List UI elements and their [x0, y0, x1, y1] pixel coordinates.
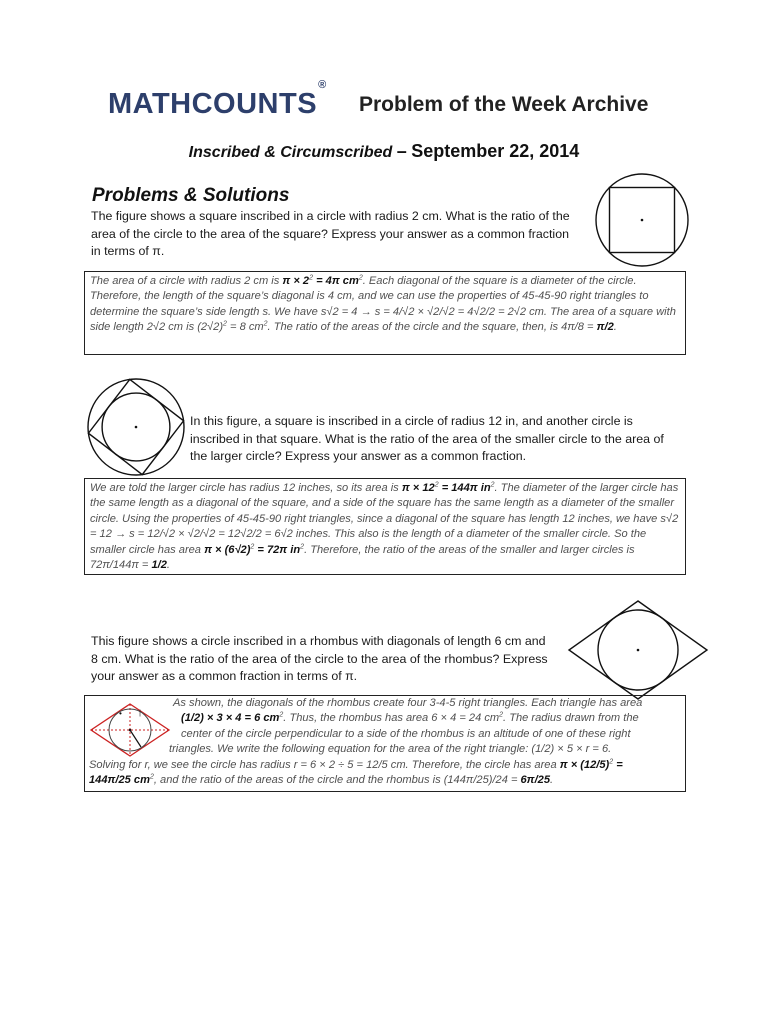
circle-square-diagram — [594, 172, 690, 268]
center-point — [641, 219, 644, 222]
mathcounts-logo: MATHCOUNTS® — [108, 79, 327, 120]
section-title: Problems & Solutions — [92, 185, 290, 206]
archive-title: Problem of the Week Archive — [359, 93, 649, 116]
page-subtitle — [0, 138, 768, 166]
problem-3-solution — [84, 695, 686, 792]
answer-3: 6π/25 — [520, 774, 551, 786]
radius-line — [130, 730, 141, 747]
problem-2-question: In this figure, a square is inscribed in a circle of radius 12 in, and another circle is inscribed in that square. What is the ratio of the area of the smaller circle to the area of the larger circle? Express your answer as a common fraction. — [190, 414, 664, 463]
problem-1-solution: The area of a circle with radius 2 cm is $\pi \times 2^2 = 4\pi$ $cm^2$. Each diagonal of the square is a diameter of the circle. Therefore, the length of the square’s diagonal is 4 cm, and we can use the properties of 45-45-90 right triangles to determine the square’s side length s. We have s√2 = 4 → s = 4/√2 × √2/√2 = 4√2/2 = 2√2 cm. The area of a square with side length 2√2 cm is $(2√2)^2 = 8$ $cm^2$. The ratio of the areas of the circle and the square, then, is 4π/8 = π/2. — [84, 271, 686, 355]
label-dot: • — [119, 709, 122, 718]
sol3-line4: triangles. We write the following equation for the area of the right triangle: (1/2) × 5 × r = 6. — [169, 743, 612, 756]
problem-1-question: The figure shows a square inscribed in a circle with radius 2 cm. What is the ratio of the area of the circle to the area of the square? Express your answer as a common fraction in terms of π. — [91, 209, 570, 258]
center-point — [129, 729, 132, 732]
label-tick: | — [139, 710, 141, 717]
answer-1: π/2 — [596, 321, 614, 334]
center-point — [637, 649, 640, 652]
sol3-line1: As shown, the diagonals of the rhombus create four 3-4-5 right triangles. Each triangle has area — [173, 697, 643, 709]
date: September 22, 2014 — [411, 141, 580, 161]
sol3-line3: center of the circle perpendicular to a side of the rhombus is an altitude of one of these right — [181, 727, 631, 740]
problem-3-question: This figure shows a circle inscribed in a rhombus with diagonals of length 6 cm and 8 cm. What is the ratio of the area of the circle to the area of the rhombus? Express your answer as a common fraction in terms of π. — [91, 634, 548, 683]
rhombus-circle-diagram — [567, 600, 709, 700]
sol3-line6: 144π/25 $cm^2$, and the ratio of the areas of the circle and the rhombus is (144π/25)/24 = 6π/25. — [89, 773, 554, 786]
registered-mark: ® — [318, 79, 327, 91]
sol3-line5: Solving for r, we see the circle has radius r = 6 × 2 ÷ 5 = 12/5 cm. Therefore, the circle has area $\pi \times (12/5)^2$ = — [89, 757, 623, 771]
answer-2: 1/2 — [151, 559, 167, 572]
problem-2-solution: We are told the larger circle has radius 12 inches, so its area is $\pi \times 12^2 = 144\pi$ $in^2$. The diameter of the larger circle has the same length as a diagonal of the square, and a side of the square has the same length as a diameter of the smaller circle. Using the properties of 45-45-90 right triangles, since a diagonal of the square has length 12 inches, we have s√2 = 12 → s = 12/√2 × √2/√2 = 12√2/2 = 6√2 inches. This also is the length of a diameter of the smaller circle. So the smaller circle has area $\pi \times (6√2)^2 = 72\pi$ $in^2$. Therefore, the ratio of the areas of the smaller and larger circles is 72π/144π = 1/2. — [84, 478, 686, 575]
sol3-line2: (1/2) × 3 × 4 = 6 $cm^2$. Thus, the rhombus has area 6 × 4 = 24 $cm^2$. The radius drawn from the — [181, 711, 639, 725]
center-point — [135, 426, 138, 429]
topic-title: Inscribed & Circumscribed — [188, 144, 393, 161]
rhombus-solution-diagram — [89, 702, 171, 758]
circle-square-circle-diagram — [86, 377, 186, 477]
dash: – — [396, 141, 407, 161]
